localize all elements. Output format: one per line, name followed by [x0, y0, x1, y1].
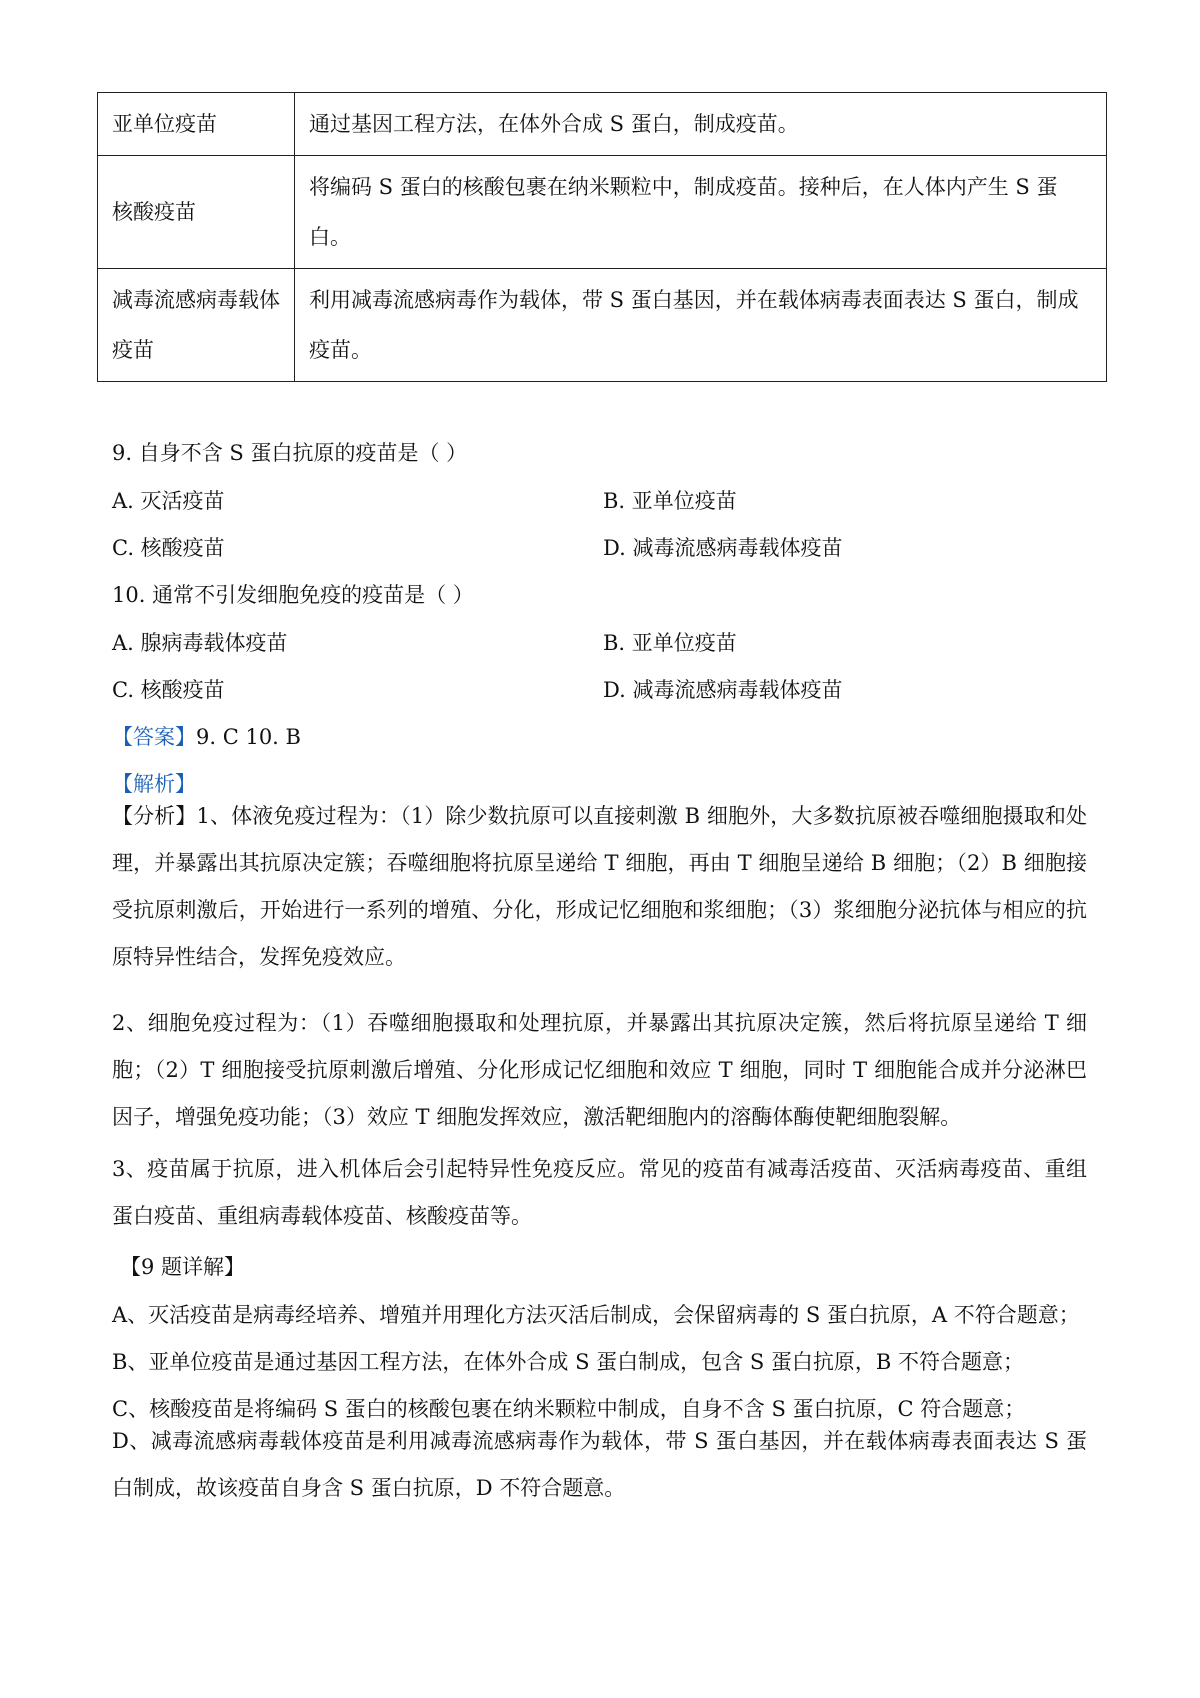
- q9-option-d: D. 减毒流感病毒载体疫苗: [603, 536, 843, 560]
- vaccine-desc-cell: 利用减毒流感病毒作为载体，带 S 蛋白基因，并在载体病毒表面表达 S 蛋白，制成疫苗。: [295, 269, 1107, 382]
- q9-option-a: A. 灭活疫苗: [112, 489, 225, 513]
- analysis-paragraph-2: 2、细胞免疫过程为：（1）吞噬细胞摄取和处理抗原，并暴露出其抗原决定簇，然后将抗原呈递给 T 细胞；（2）T 细胞接受抗原刺激后增殖、分化形成记忆细胞和效应 T 细胞，同时 T 细胞能合成并分泌淋巴因子，增强免疫功能；（3）效应 T 细胞发挥效应，激活靶细胞内的溶酶体酶使靶细胞裂解。: [112, 1011, 1087, 1129]
- analysis-paragraph-1: 【分析】1、体液免疫过程为：（1）除少数抗原可以直接刺激 B 细胞外，大多数抗原被吞噬细胞摄取和处理，并暴露出其抗原决定簇；吞噬细胞将抗原呈递给 T 细胞，再由 T 细胞呈递给 B 细胞；（2）B 细胞接受抗原刺激后，开始进行一系列的增殖、分化，形成记忆细胞和浆细胞；（3）浆细胞分泌抗体与相应的抗原特异性结合，发挥免疫效应。: [112, 804, 1087, 969]
- q10-option-b: B. 亚单位疫苗: [603, 631, 737, 655]
- vaccine-desc-cell: 通过基因工程方法，在体外合成 S 蛋白，制成疫苗。: [295, 93, 1107, 156]
- detail-a: A、灭活疫苗是病毒经培养、增殖并用理化方法灭活后制成，会保留病毒的 S 蛋白抗原，A 不符合题意；: [112, 1303, 1080, 1327]
- q9-option-b: B. 亚单位疫苗: [603, 489, 737, 513]
- analysis-paragraph-3: 3、疫苗属于抗原，进入机体后会引起特异性免疫反应。常见的疫苗有减毒活疫苗、灭活病毒疫苗、重组蛋白疫苗、重组病毒载体疫苗、核酸疫苗等。: [112, 1157, 1087, 1228]
- answer-line: [112, 722, 301, 752]
- vaccine-name-cell: 亚单位疫苗: [98, 93, 295, 156]
- q10-option-a: A. 腺病毒载体疫苗: [112, 631, 288, 655]
- question-9-stem: 9. 自身不含 S 蛋白抗原的疫苗是（ ）: [112, 441, 468, 465]
- q9-option-c: C. 核酸疫苗: [112, 536, 225, 560]
- detail-label: 【9 题详解】: [120, 1255, 246, 1279]
- detail-d: D、减毒流感病毒载体疫苗是利用减毒流感病毒作为载体，带 S 蛋白基因，并在载体病毒表面表达 S 蛋白制成，故该疫苗自身含 S 蛋白抗原，D 不符合题意。: [112, 1429, 1087, 1500]
- table-row: [98, 269, 1107, 382]
- q10-option-c: C. 核酸疫苗: [112, 678, 225, 702]
- question-10-stem: 10. 通常不引发细胞免疫的疫苗是（ ）: [112, 583, 474, 607]
- vaccine-name-cell: 减毒流感病毒载体疫苗: [98, 269, 295, 382]
- analysis-label: 【解析】: [112, 772, 196, 796]
- q10-option-d: D. 减毒流感病毒载体疫苗: [603, 678, 843, 702]
- vaccine-table: [97, 92, 1107, 382]
- table-row: [98, 93, 1107, 156]
- vaccine-desc-cell: 将编码 S 蛋白的核酸包裹在纳米颗粒中，制成疫苗。接种后，在人体内产生 S 蛋白。: [295, 156, 1107, 269]
- table-row: [98, 156, 1107, 269]
- detail-c: C、核酸疫苗是将编码 S 蛋白的核酸包裹在纳米颗粒中制成，自身不含 S 蛋白抗原，C 符合题意；: [112, 1397, 1026, 1421]
- vaccine-name-cell: 核酸疫苗: [98, 156, 295, 269]
- detail-b: B、亚单位疫苗是通过基因工程方法，在体外合成 S 蛋白制成，包含 S 蛋白抗原，B 不符合题意；: [112, 1350, 1025, 1374]
- answer-label: 【答案】: [112, 725, 196, 749]
- answer-value: 9. C 10. B: [196, 725, 301, 749]
